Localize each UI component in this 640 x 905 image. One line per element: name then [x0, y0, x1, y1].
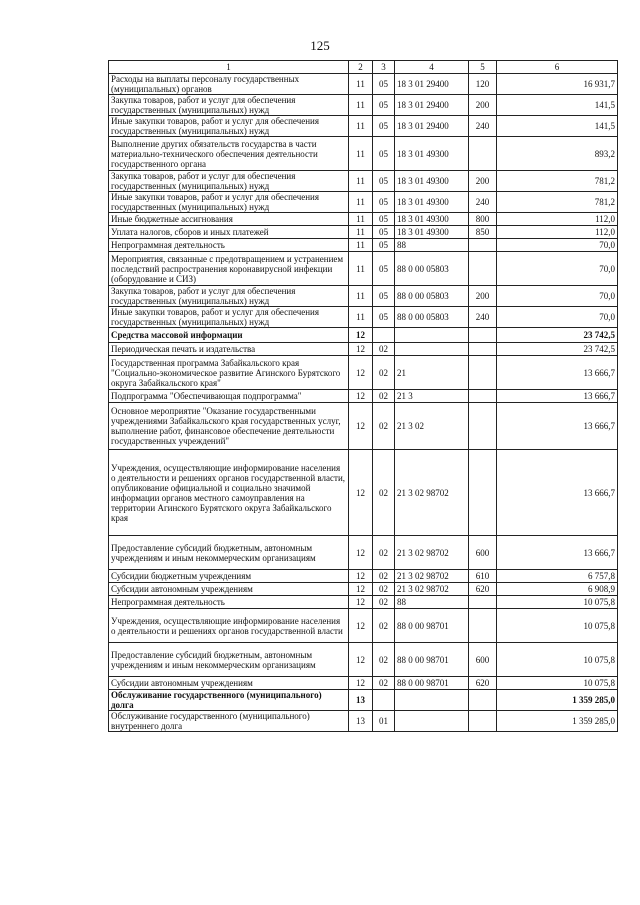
subsection-code-cell: 05	[373, 171, 395, 192]
target-article-cell: 88 0 00 98701	[395, 609, 469, 643]
expense-type-cell: 850	[469, 226, 497, 239]
subsection-code-cell: 05	[373, 116, 395, 137]
table-row	[109, 116, 618, 137]
table-row	[109, 95, 618, 116]
row-name-cell: Предоставление субсидий бюджетным, автономным учреждениям и иным некоммерческим организациям	[109, 643, 349, 677]
section-code-cell: 12	[349, 356, 373, 390]
expense-type-cell: 200	[469, 171, 497, 192]
amount-cell: 10 075,8	[497, 643, 618, 677]
target-article-cell: 18 3 01 29400	[395, 95, 469, 116]
table-row	[109, 343, 618, 356]
table-row	[109, 643, 618, 677]
row-name-cell: Подпрограмма "Обеспечивающая подпрограмма"	[109, 390, 349, 403]
table-row	[109, 609, 618, 643]
expense-type-cell: 240	[469, 116, 497, 137]
header-cell: 3	[373, 61, 395, 74]
amount-cell: 10 075,8	[497, 609, 618, 643]
section-code-cell: 11	[349, 307, 373, 328]
expense-type-cell: 610	[469, 570, 497, 583]
subsection-code-cell: 02	[373, 403, 395, 450]
target-article-cell: 18 3 01 49300	[395, 213, 469, 226]
header-cell: 6	[497, 61, 618, 74]
subsection-code-cell: 02	[373, 570, 395, 583]
subsection-code-cell: 02	[373, 536, 395, 570]
subsection-code-cell: 05	[373, 95, 395, 116]
amount-cell: 13 666,7	[497, 356, 618, 390]
section-code-cell: 12	[349, 536, 373, 570]
section-code-cell: 12	[349, 403, 373, 450]
subsection-code-cell: 05	[373, 226, 395, 239]
table-row	[109, 286, 618, 307]
section-code-cell: 12	[349, 677, 373, 690]
target-article-cell: 88 0 00 05803	[395, 307, 469, 328]
row-name-cell: Основное мероприятие "Оказание государственными учреждениями Забайкальского края государственных услуг, выполнение работ, финансовое обеспечение деятельности государственных учреждений"	[109, 403, 349, 450]
row-name-cell: Средства массовой информации	[109, 328, 349, 343]
row-name-cell: Обслуживание государственного (муниципального) внутреннего долга	[109, 711, 349, 732]
section-code-cell: 11	[349, 137, 373, 171]
expense-type-cell: 620	[469, 583, 497, 596]
table-row	[109, 192, 618, 213]
table-row	[109, 356, 618, 390]
header-cell: 1	[109, 61, 349, 74]
subsection-code-cell: 05	[373, 74, 395, 95]
amount-cell: 16 931,7	[497, 74, 618, 95]
table-row	[109, 252, 618, 286]
table-row	[109, 536, 618, 570]
section-code-cell: 11	[349, 116, 373, 137]
target-article-cell: 21	[395, 356, 469, 390]
subsection-code-cell: 02	[373, 390, 395, 403]
expense-type-cell	[469, 403, 497, 450]
table-row	[109, 239, 618, 252]
subsection-code-cell: 05	[373, 213, 395, 226]
expense-type-cell: 200	[469, 286, 497, 307]
subsection-code-cell: 02	[373, 609, 395, 643]
amount-cell: 23 742,5	[497, 343, 618, 356]
amount-cell: 13 666,7	[497, 536, 618, 570]
row-name-cell: Государственная программа Забайкальского края "Социально-экономическое развитие Агинского Бурятского округа Забайкальского края"	[109, 356, 349, 390]
table-row	[109, 583, 618, 596]
section-code-cell: 12	[349, 609, 373, 643]
amount-cell: 1 359 285,0	[497, 690, 618, 711]
budget-table	[108, 60, 618, 732]
row-name-cell: Предоставление субсидий бюджетным, автономным учреждениям и иным некоммерческим организациям	[109, 536, 349, 570]
subsection-code-cell: 02	[373, 643, 395, 677]
page-number: 125	[310, 38, 330, 53]
row-name-cell: Субсидии бюджетным учреждениям	[109, 570, 349, 583]
subsection-code-cell: 05	[373, 137, 395, 171]
section-code-cell: 12	[349, 390, 373, 403]
target-article-cell: 88	[395, 596, 469, 609]
expense-type-cell: 600	[469, 536, 497, 570]
expense-type-cell	[469, 450, 497, 536]
expense-type-cell	[469, 252, 497, 286]
table-body	[109, 74, 618, 732]
target-article-cell: 21 3 02 98702	[395, 536, 469, 570]
target-article-cell: 88 0 00 05803	[395, 286, 469, 307]
table-row	[109, 74, 618, 95]
expense-type-cell: 600	[469, 643, 497, 677]
amount-cell: 13 666,7	[497, 390, 618, 403]
expense-type-cell: 200	[469, 95, 497, 116]
amount-cell: 10 075,8	[497, 677, 618, 690]
subsection-code-cell: 02	[373, 450, 395, 536]
header-cell: 4	[395, 61, 469, 74]
amount-cell: 13 666,7	[497, 450, 618, 536]
row-name-cell: Уплата налогов, сборов и иных платежей	[109, 226, 349, 239]
target-article-cell: 88	[395, 239, 469, 252]
expense-type-cell	[469, 390, 497, 403]
section-code-cell: 13	[349, 711, 373, 732]
section-code-cell: 12	[349, 328, 373, 343]
subsection-code-cell: 02	[373, 356, 395, 390]
row-name-cell: Непрограммная деятельность	[109, 596, 349, 609]
target-article-cell	[395, 690, 469, 711]
expense-type-cell: 800	[469, 213, 497, 226]
expense-type-cell: 240	[469, 307, 497, 328]
table-row	[109, 226, 618, 239]
row-name-cell: Субсидии автономным учреждениям	[109, 677, 349, 690]
subsection-code-cell	[373, 328, 395, 343]
amount-cell: 70,0	[497, 239, 618, 252]
target-article-cell: 18 3 01 29400	[395, 116, 469, 137]
table-row	[109, 213, 618, 226]
target-article-cell: 88 0 00 98701	[395, 677, 469, 690]
section-code-cell: 13	[349, 690, 373, 711]
target-article-cell: 18 3 01 29400	[395, 74, 469, 95]
table-row	[109, 677, 618, 690]
subsection-code-cell: 05	[373, 307, 395, 328]
subsection-code-cell: 02	[373, 677, 395, 690]
expense-type-cell	[469, 328, 497, 343]
table-row	[109, 570, 618, 583]
expense-type-cell	[469, 239, 497, 252]
table-row	[109, 171, 618, 192]
section-code-cell: 11	[349, 74, 373, 95]
amount-cell: 6 757,8	[497, 570, 618, 583]
section-code-cell: 11	[349, 252, 373, 286]
section-code-cell: 12	[349, 596, 373, 609]
table-row	[109, 137, 618, 171]
target-article-cell: 18 3 01 49300	[395, 226, 469, 239]
row-name-cell: Расходы на выплаты персоналу государственных (муниципальных) органов	[109, 74, 349, 95]
table-row	[109, 450, 618, 536]
table-row	[109, 307, 618, 328]
expense-type-cell	[469, 596, 497, 609]
row-name-cell: Закупка товаров, работ и услуг для обеспечения государственных (муниципальных) нужд	[109, 171, 349, 192]
expense-type-cell	[469, 711, 497, 732]
amount-cell: 23 742,5	[497, 328, 618, 343]
section-code-cell: 11	[349, 171, 373, 192]
table-row	[109, 390, 618, 403]
subsection-code-cell: 02	[373, 343, 395, 356]
header-cell: 2	[349, 61, 373, 74]
amount-cell: 112,0	[497, 226, 618, 239]
section-code-cell: 11	[349, 239, 373, 252]
target-article-cell: 18 3 01 49300	[395, 137, 469, 171]
row-name-cell: Непрограммная деятельность	[109, 239, 349, 252]
row-name-cell: Закупка товаров, работ и услуг для обеспечения государственных (муниципальных) нужд	[109, 286, 349, 307]
section-code-cell: 12	[349, 643, 373, 677]
target-article-cell: 21 3 02 98702	[395, 583, 469, 596]
subsection-code-cell: 05	[373, 252, 395, 286]
section-code-cell: 12	[349, 570, 373, 583]
subsection-code-cell: 02	[373, 596, 395, 609]
amount-cell: 6 908,9	[497, 583, 618, 596]
amount-cell: 781,2	[497, 192, 618, 213]
row-name-cell: Иные закупки товаров, работ и услуг для обеспечения государственных (муниципальных) нужд	[109, 116, 349, 137]
amount-cell: 70,0	[497, 286, 618, 307]
section-code-cell: 11	[349, 95, 373, 116]
subsection-code-cell: 01	[373, 711, 395, 732]
target-article-cell: 21 3	[395, 390, 469, 403]
section-code-cell: 12	[349, 343, 373, 356]
subsection-code-cell: 02	[373, 583, 395, 596]
table-row	[109, 403, 618, 450]
target-article-cell	[395, 711, 469, 732]
amount-cell: 1 359 285,0	[497, 711, 618, 732]
section-code-cell: 11	[349, 286, 373, 307]
section-code-cell: 11	[349, 226, 373, 239]
table-row	[109, 690, 618, 711]
table-row	[109, 328, 618, 343]
amount-cell: 781,2	[497, 171, 618, 192]
target-article-cell: 88 0 00 05803	[395, 252, 469, 286]
amount-cell: 112,0	[497, 213, 618, 226]
target-article-cell: 88 0 00 98701	[395, 643, 469, 677]
amount-cell: 13 666,7	[497, 403, 618, 450]
row-name-cell: Закупка товаров, работ и услуг для обеспечения государственных (муниципальных) нужд	[109, 95, 349, 116]
table-row	[109, 596, 618, 609]
header-row	[109, 61, 618, 74]
row-name-cell: Учреждения, осуществляющие информирование населения о деятельности и решениях органов государственной власти, опубликование официальной и социально значимой информации органов местного самоуправления на территории Агинского Бурятского округа Забайкальского края	[109, 450, 349, 536]
row-name-cell: Субсидии автономным учреждениям	[109, 583, 349, 596]
expense-type-cell: 240	[469, 192, 497, 213]
target-article-cell	[395, 343, 469, 356]
row-name-cell: Иные закупки товаров, работ и услуг для обеспечения государственных (муниципальных) нужд	[109, 192, 349, 213]
section-code-cell: 11	[349, 213, 373, 226]
section-code-cell: 12	[349, 450, 373, 536]
amount-cell: 10 075,8	[497, 596, 618, 609]
target-article-cell: 21 3 02 98702	[395, 450, 469, 536]
target-article-cell: 18 3 01 49300	[395, 171, 469, 192]
row-name-cell: Мероприятия, связанные с предотвращением и устранением последствий распространения коронавирусной инфекции (оборудование и СИЗ)	[109, 252, 349, 286]
expense-type-cell	[469, 137, 497, 171]
expense-type-cell: 120	[469, 74, 497, 95]
target-article-cell: 21 3 02	[395, 403, 469, 450]
amount-cell: 70,0	[497, 307, 618, 328]
header-cell: 5	[469, 61, 497, 74]
expense-type-cell	[469, 690, 497, 711]
row-name-cell: Иные бюджетные ассигнования	[109, 213, 349, 226]
subsection-code-cell: 05	[373, 239, 395, 252]
target-article-cell: 18 3 01 49300	[395, 192, 469, 213]
subsection-code-cell: 05	[373, 192, 395, 213]
amount-cell: 141,5	[497, 95, 618, 116]
row-name-cell: Обслуживание государственного (муниципального) долга	[109, 690, 349, 711]
row-name-cell: Выполнение других обязательств государства в части материально-технического обеспечения деятельности государственного органа	[109, 137, 349, 171]
subsection-code-cell	[373, 690, 395, 711]
row-name-cell: Иные закупки товаров, работ и услуг для обеспечения государственных (муниципальных) нужд	[109, 307, 349, 328]
section-code-cell: 12	[349, 583, 373, 596]
row-name-cell: Учреждения, осуществляющие информирование населения о деятельности и решениях органов государственной власти	[109, 609, 349, 643]
amount-cell: 70,0	[497, 252, 618, 286]
table-row	[109, 711, 618, 732]
expense-type-cell	[469, 343, 497, 356]
section-code-cell: 11	[349, 192, 373, 213]
expense-type-cell	[469, 356, 497, 390]
subsection-code-cell: 05	[373, 286, 395, 307]
expense-type-cell	[469, 609, 497, 643]
target-article-cell: 21 3 02 98702	[395, 570, 469, 583]
amount-cell: 141,5	[497, 116, 618, 137]
target-article-cell	[395, 328, 469, 343]
expense-type-cell: 620	[469, 677, 497, 690]
amount-cell: 893,2	[497, 137, 618, 171]
row-name-cell: Периодическая печать и издательства	[109, 343, 349, 356]
